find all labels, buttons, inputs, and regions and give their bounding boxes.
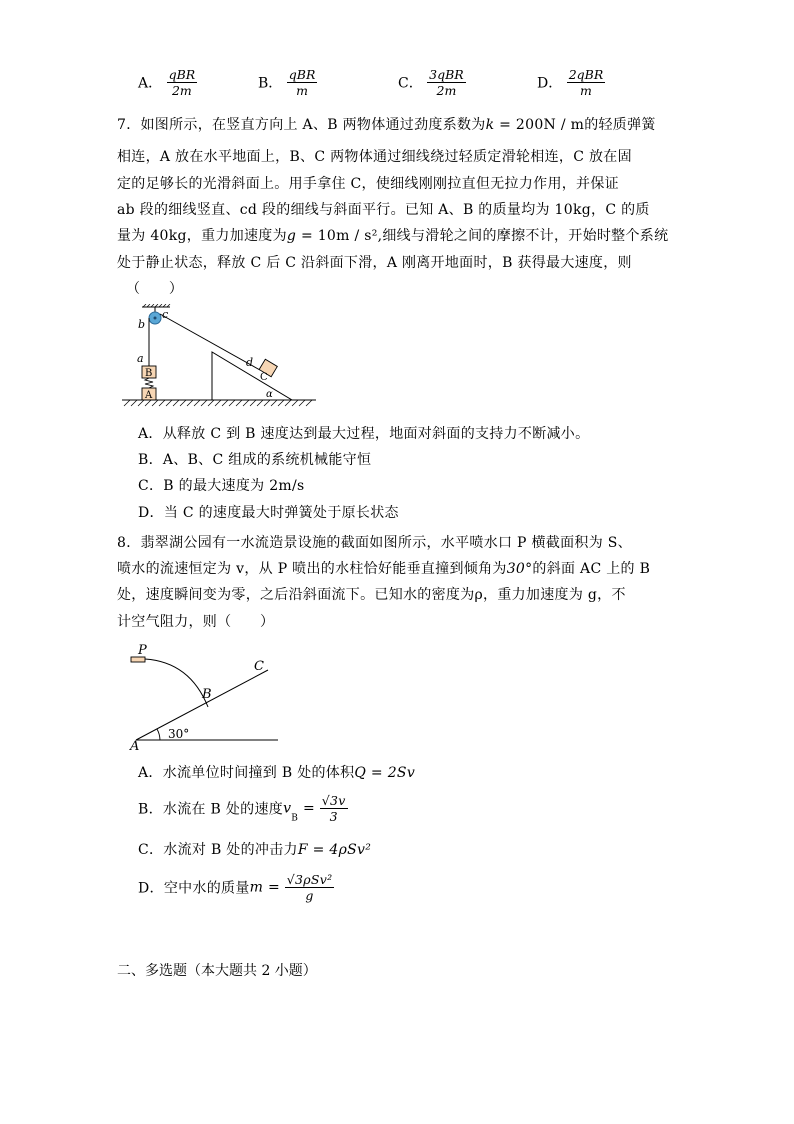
q7-line-2: 相连，A 放在水平地面上，B、C 两物体通过细线绕过轻质定滑轮相连，C 放在固: [117, 149, 632, 165]
label-a-lower: a: [137, 352, 144, 365]
q8-figure: [120, 640, 280, 752]
q6-options: [0, 68, 794, 108]
q8-line-4: 计空气阻力，则（ ）: [117, 614, 275, 630]
section-2-heading: 二、多选题（本大题共 2 小题）: [117, 963, 317, 979]
q8-option-a: A．水流单位时间撞到 B 处的体积Q = 2Sv: [138, 765, 416, 781]
q6-option-d-fraction: $\frac{\text{2qBR}}{m}$: [568, 67, 604, 99]
spring-icon: [145, 378, 153, 388]
label-d-lower: d: [246, 356, 254, 369]
q8-option-b: B．水流在 B 处的速度$v_B$ = $\frac{√3v}{3}$: [138, 793, 346, 825]
q7-option-d: D．当 C 的速度最大时弹簧处于原长状态: [138, 505, 399, 521]
label-a: A: [130, 739, 140, 752]
water-trajectory: [145, 659, 208, 707]
q6-option-b: B． $\frac{\text{qBR}}{m}$: [258, 67, 316, 99]
label-c: C: [254, 659, 264, 674]
q8-line-2: 喷水的流速恒定为 v，从 P 喷出的水柱恰好能垂直撞到倾角为30°的斜面 AC 上的 B: [117, 561, 651, 577]
label-angle: 30°: [168, 727, 190, 741]
q7-answer-paren: （ ）: [126, 281, 184, 297]
q7-option-b: B．A、B、C 组成的系统机械能守恒: [138, 452, 372, 468]
q7-line-1: 7．如图所示，在竖直方向上 A、B 两物体通过劲度系数为k = 200N / m的轻质弹簧: [117, 117, 656, 133]
label-block-c: C: [260, 372, 268, 383]
label-block-b: B: [145, 368, 153, 379]
q6-option-b-fraction: $\frac{\text{qBR}}{m}$: [288, 67, 316, 99]
q6-option-a-fraction: $\frac{\text{qBR}}{2m}$: [168, 67, 196, 99]
q7-line-3: 定的足够长的光滑斜面上。用手拿住 C，使细线刚刚拉直但无拉力作用，并保证: [117, 176, 619, 192]
q7-line-4: ab 段的细线竖直、cd 段的细线与斜面平行。已知 A、B 的质量均为 10kg，C 的质: [117, 202, 650, 218]
q8-option-b-fraction: $\frac{√3v}{3}$: [321, 793, 346, 825]
label-b: B: [202, 687, 212, 702]
q7-line-5: 量为 40kg，重力加速度为g = 10m / s²,细线与滑轮之间的摩擦不计，开始时整个系统: [117, 228, 669, 244]
label-c-lower: c: [162, 308, 169, 321]
q8-line-3: 处，速度瞬间变为零，之后沿斜面流下。已知水的密度为ρ，重力加速度为 g，不: [117, 587, 626, 603]
q8-option-c: C．水流对 B 处的冲击力F = 4ρSv²: [138, 842, 372, 858]
q7-line-6: 处于静止状态，释放 C 后 C 沿斜面下滑，A 刚离开地面时，B 获得最大速度，则: [117, 255, 632, 271]
q8-option-d-fraction: $\frac{\text{√3ρSv²}}{g}$: [286, 872, 333, 904]
q6-option-d: D． $\frac{\text{2qBR}}{m}$: [537, 67, 604, 99]
q6-option-c-fraction: $\frac{\text{3qBR}}{2m}$: [429, 67, 464, 99]
q7-figure: [120, 304, 320, 410]
q6-option-c: C． $\frac{\text{3qBR}}{2m}$: [398, 67, 464, 99]
label-alpha: α: [266, 389, 273, 400]
label-block-a: A: [145, 390, 153, 401]
label-b-lower: b: [138, 318, 146, 331]
q8-line-1: 8．翡翠湖公园有一水流造景设施的截面如图所示，水平喷水口 P 横截面积为 S、: [117, 535, 632, 551]
q8-option-d: D．空中水的质量m = $\frac{\text{√3ρSv²}}{g}$: [138, 872, 333, 904]
q7-option-a: A．从释放 C 到 B 速度达到最大过程，地面对斜面的支持力不断减小。: [138, 426, 590, 442]
q6-option-a: A． $\frac{\text{qBR}}{2m}$: [138, 67, 196, 99]
label-p: P: [138, 643, 147, 658]
q7-option-c: C．B 的最大速度为 2m/s: [138, 478, 305, 494]
